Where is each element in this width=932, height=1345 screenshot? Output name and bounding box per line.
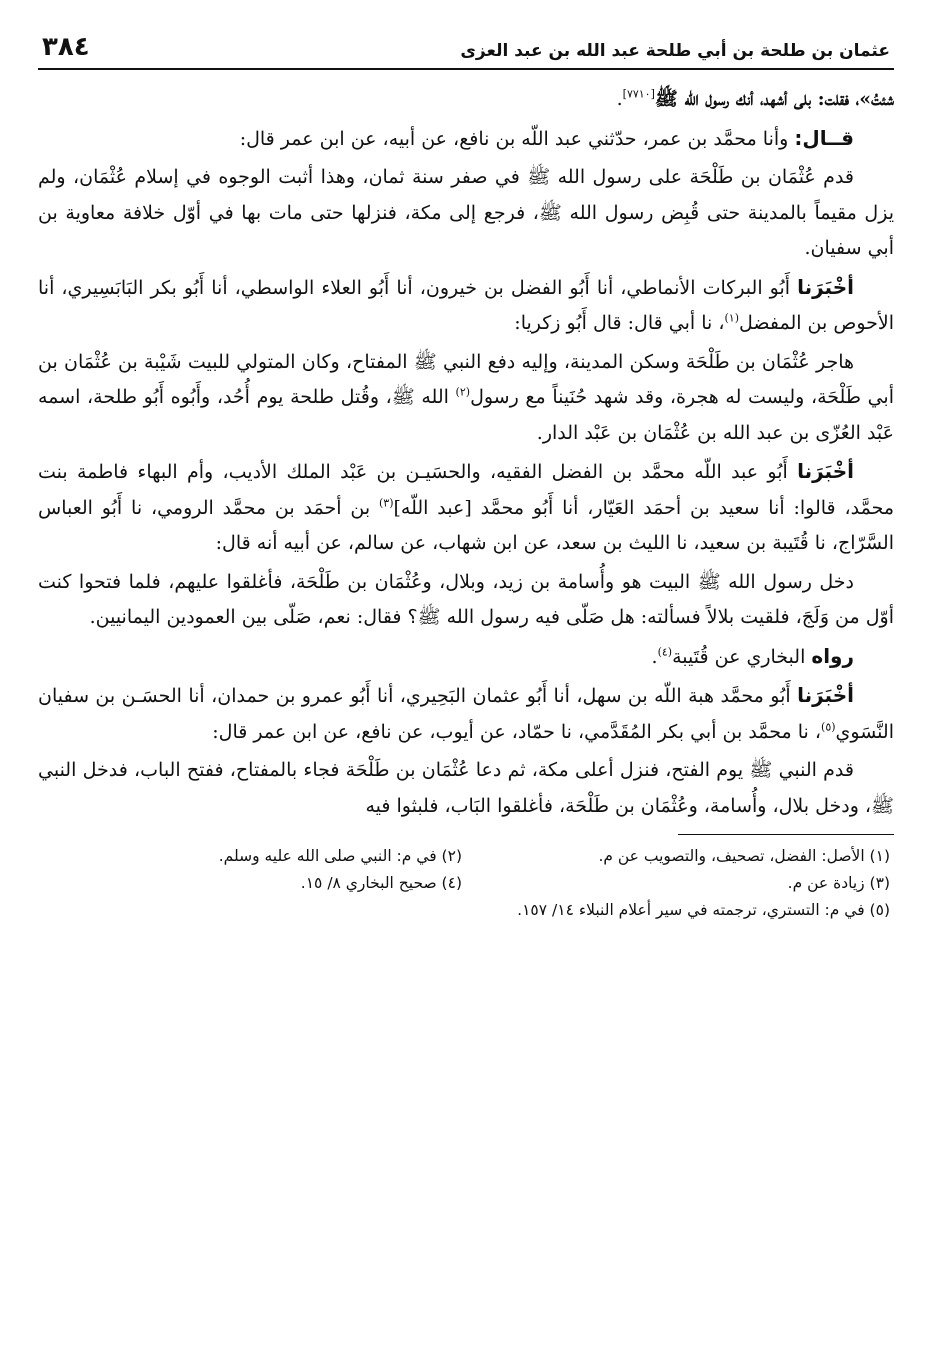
paragraph [38,565,894,636]
paragraph-tail: . [651,645,658,668]
paragraph-tail: . [616,88,623,110]
footnote: (٢) في م: النبي صلى الله عليه وسلم. [218,847,462,865]
paragraph-tail: الله ﷺ، وقُتل طلحة يوم أُحُد، وأَبُوه أَبُو طلحة، اسمه عَبْد العُزّى بن عبد الله بن عُثْمَان بن عَبْد الدار. [38,386,894,444]
paragraph [38,454,894,562]
paragraph-text: هاجر عُثْمَان بن طَلْحَة وسكن المدينة، وإليه دفع النبي ﷺ المفتاح، وكان المتولي للبيت شَيْبة بن عُثْمَان بن أبي طَلْحَة، وليست له هجرة، وقد شهد حُنَيناً مع رسول [38,350,894,408]
footnote: (٤) صحيح البخاري ٨/ ١٥. [300,874,462,892]
paragraph-text: قدم عُثْمَان بن طَلْحَة على رسول الله ﷺ في صفر سنة ثمان، وهذا أثبت الوجوه في إسلام عُثْمَان، ولم يزل مقيماً بالمدينة حتى قُبِض رسول الله ﷺ، فرجع إلى مكة، فنزلها حتى مات بها في أوّل خلافة معاوية بن أبي سفيان. [38,166,894,259]
paragraph [38,121,894,158]
paragraph [38,753,894,824]
paragraph [38,345,894,452]
footnote-row [38,897,894,924]
paragraph [38,678,894,750]
paragraph-text: وأنا محمَّد بن عمر، حدّثني عبد اللّه بن نافع، عن أبيه، عن ابن عمر قال: [239,127,795,150]
book-page [38,28,894,924]
paragraph-text: شئتُ»، فقلت: بلى أشهد، أنك رسول الله ﷺ [654,88,894,110]
footnote: (٣) زيادة عن م. [787,874,890,892]
footnote: (١) الأصل: الفضل، تصحيف، والتصويب عن م. [598,847,890,865]
footnote-ref: (٥) [821,720,836,734]
paragraph-tail: ، نا أبي قال: قال أَبُو زكريا: [514,312,725,334]
footnote-divider [678,834,894,835]
running-title: عثمان بن طلحة بن أبي طلحة عبد الله بن عبد العزى [460,41,890,61]
footnotes [38,843,894,924]
main-text [38,70,894,824]
paragraph-text: أَبُو البركات الأنماطي، أنا أَبُو الفضل بن خيرون، أنا أَبُو العلاء الواسطي، أنا أَبُو بكر البَابَسِيري، أنا الأحوص بن المفضل [38,276,894,334]
footnote-row [38,843,894,870]
footnote-ref: (٢) [455,385,471,399]
paragraph-text: دخل رسول الله ﷺ البيت هو وأُسامة بن زيد، وبلال، وعُثْمَان بن طَلْحَة، فأغلقوا عليهم، فلما فتحوا كنت أوّل من وَلَجَ، فلقيت بلالاً فسألته: هل صَلّى فيه رسول الله ﷺ؟ فقال: نعم، صَلّى بين العمودين اليمانيين. [38,570,894,628]
page-header [38,28,894,70]
footnote: (٥) في م: التستري، ترجمته في سير أعلام النبلاء ١٤/ ١٥٧. [517,901,890,919]
footnote-ref: (٣) [378,496,394,510]
paragraph-lead: رواه [811,643,854,668]
paragraph-lead: أخْبَرَنا [797,683,854,707]
paragraph-lead: قــال: [794,125,854,150]
footnote-ref: [٧٧١٠] [622,87,655,101]
footnote-row [38,870,894,897]
paragraph-text: أَبُو محمَّد هبة اللّه بن سهل، أنا أَبُو عثمان البَحِيري، أنا أَبُو عمرو بن حمدان، أنا الحسَـن بن سفيان النَّسَوي [38,685,894,743]
footnote-ref: (٤) [657,645,673,659]
paragraph-text: أَبُو عبد اللّه محمَّد بن الفضل الفقيه، والحسَيـن بن عَبْد الملك الأديب، وأم البهاء فاطمة بنت محمَّد، قالوا: أنا سعيد بن أحمَد العَيّار، أنا أَبُو محمَّد [عبد اللّه] [38,461,895,519]
paragraph [38,82,894,118]
paragraph-lead: أخْبَرَنا [797,459,854,483]
paragraph-tail: بن أحمَد بن محمَّد الرومي، نا أَبُو العباس السَّرّاج، نا قُتَيبة بن سعيد، نا الليث بن سعد، عن ابن شهاب، عن سالم، عن أبيه أنه قال: [38,496,894,554]
paragraph [38,160,894,267]
footnote-ref: (١) [724,311,739,325]
page-number: ٣٨٤ [42,32,90,62]
paragraph-text: البخاري عن قُتَيبة [672,645,812,668]
paragraph [38,639,894,676]
paragraph [38,270,894,342]
paragraph-tail: ، نا محمَّد بن أبي بكر المُقَدَّمي، نا حمّاد، عن أيوب، عن نافع، عن ابن عمر قال: [212,720,822,743]
paragraph-text: قدم النبي ﷺ يوم الفتح، فنزل أعلى مكة، ثم دعا عُثْمَان بن طَلْحَة فجاء بالمفتاح، ففتح الباب، فدخل النبي ﷺ، ودخل بلال، وأُسامة، وعُثْمَان بن طَلْحَة، فأغلقوا البَاب، فلبثوا فيه [38,759,894,817]
paragraph-lead: أخْبَرَنا [797,274,854,299]
